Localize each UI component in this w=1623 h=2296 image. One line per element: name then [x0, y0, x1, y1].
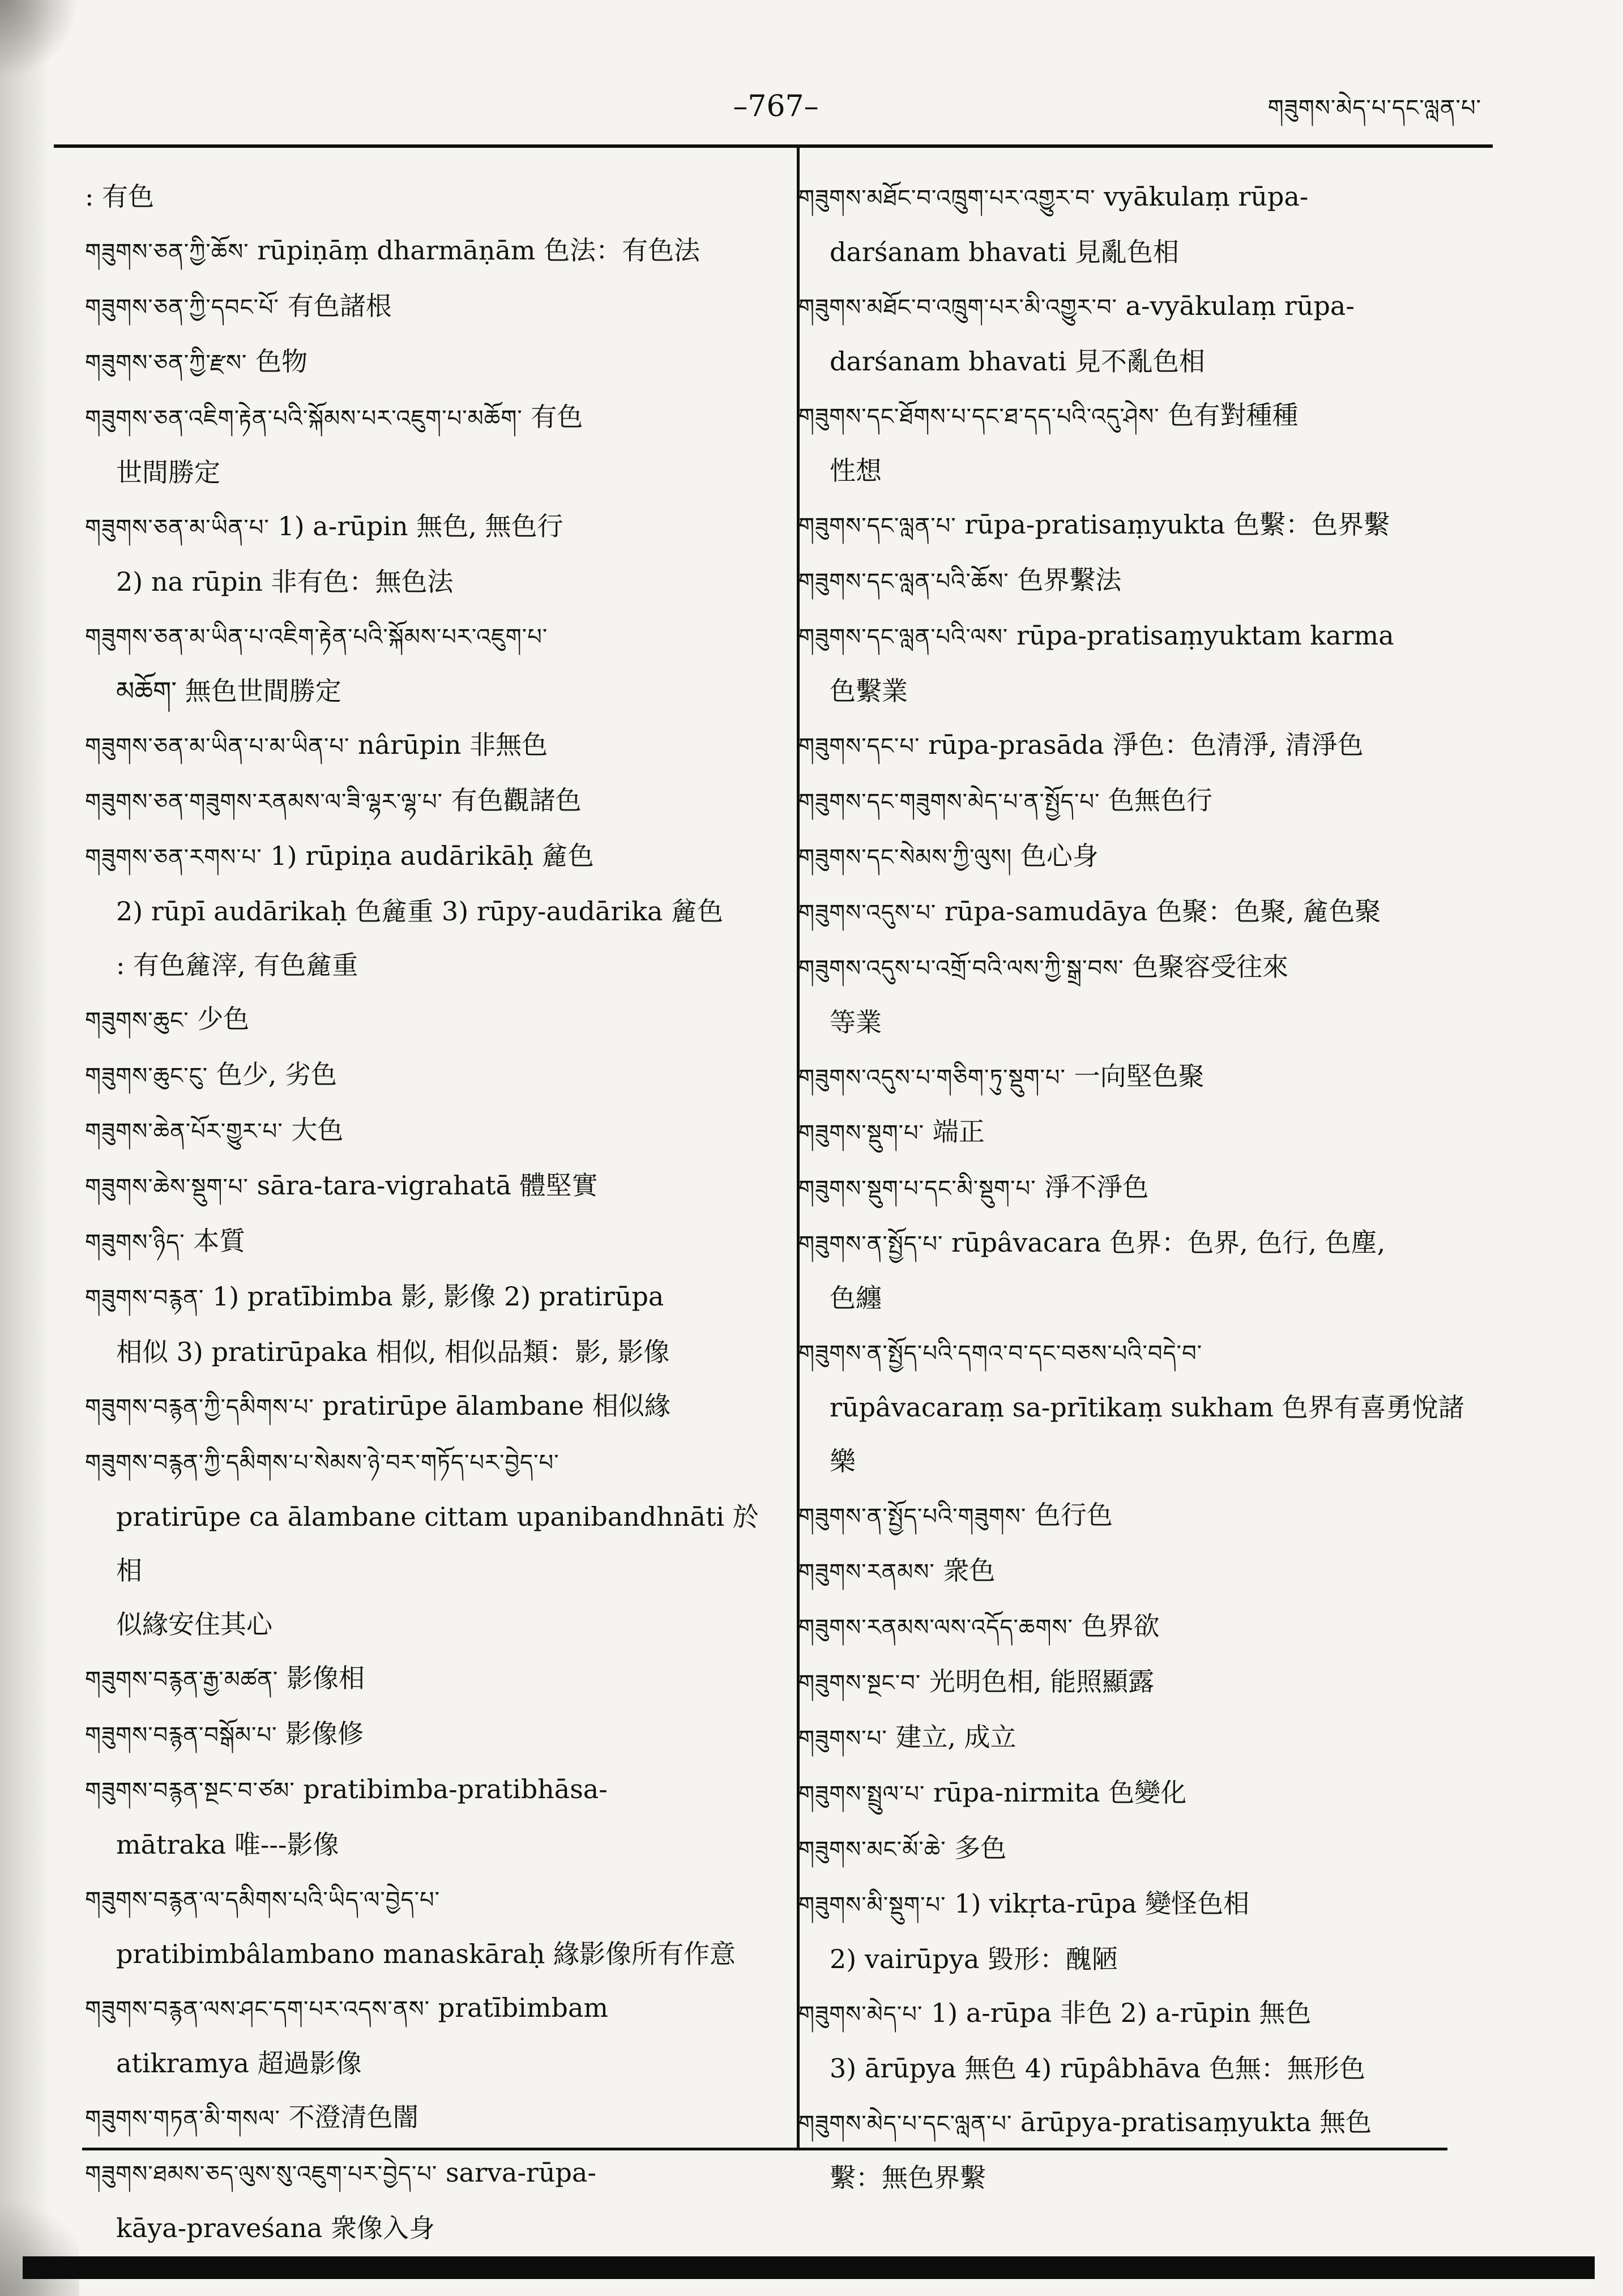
- entry-gloss: 色無色行: [1108, 785, 1212, 816]
- scan-bottom-bar: [23, 2256, 1595, 2279]
- dictionary-entry: [798, 1877, 1506, 1986]
- entry-headline: [798, 170, 1506, 225]
- dictionary-entry: [85, 1159, 776, 1214]
- tibetan-term: གཟུགས་བརྙན་: [85, 1285, 204, 1311]
- entry-continuation: rūpâvacaraṃ sa-prītikaṃ sukham 色界有喜勇悅諸: [830, 1392, 1464, 1423]
- tibetan-term: གཟུགས་སྡུག་པ་: [798, 1120, 925, 1146]
- entry-continuation: darśanam bhavati 見不亂色相: [830, 346, 1205, 377]
- dictionary-entry: [798, 1986, 1506, 2096]
- entry-continuation: 性想: [830, 455, 882, 486]
- dictionary-entry: [85, 992, 776, 1048]
- dictionary-entry: [85, 335, 776, 390]
- entry-gloss: 建立, 成立: [895, 1722, 1016, 1752]
- tibetan-term: གཟུགས་ཆུང་ངུ་: [85, 1063, 208, 1089]
- entry-headline: [798, 1877, 1506, 1932]
- entry-headline: [798, 1544, 1506, 1599]
- entry-headline: [85, 390, 776, 446]
- entry-continuation: མཆོག་ 無色世間勝定: [116, 676, 341, 706]
- entry-continuation: 2) rūpī audārikaḥ 色麄重 3) rūpy-audārika 麄色: [116, 896, 723, 927]
- entry-headline: [85, 1435, 776, 1490]
- entry-gloss: 大色: [291, 1115, 344, 1145]
- entry-headline: [85, 718, 776, 774]
- dictionary-entry: [85, 224, 776, 279]
- entry-continuation: 似緣安住其心: [116, 1609, 272, 1640]
- entry-gloss: rūpa-pratisaṃyuktam karma: [1016, 620, 1394, 651]
- tibetan-term: གཟུགས་སྡུག་པ་དང་མི་སྡུག་པ་: [798, 1176, 1036, 1202]
- entry-gloss: 1) vikṛta-rūpa 變怪色相: [954, 1888, 1250, 1919]
- tibetan-term: གཟུགས་བརྙན་རྒྱ་མཚན་: [85, 1667, 279, 1693]
- entry-headline: [798, 1160, 1506, 1216]
- tibetan-term: གཟུགས་ཆེས་སྡུག་པ་: [85, 1174, 249, 1200]
- entry-gloss: rūpa-samudāya 色聚：色聚, 麄色聚: [944, 896, 1381, 927]
- dictionary-entry: [798, 1049, 1506, 1105]
- tibetan-term: གཟུགས་བརྙན་ལས་ཤང་དག་པར་འདས་ནས་: [85, 1996, 430, 2022]
- entry-gloss: rūpâvacara 色界：色界, 色行, 色塵,: [951, 1227, 1386, 1258]
- entry-gloss: 色界繫法: [1017, 565, 1122, 595]
- tibetan-term: གཟུགས་ན་སྤྱོད་པའི་དགའ་བ་དང་བཅས་པའི་བདེ་བ་: [798, 1341, 1203, 1367]
- tibetan-term: གཟུགས་མཐོང་བ་འཁྲུག་པར་འགྱུར་བ་: [798, 185, 1096, 211]
- entry-headline: [798, 1105, 1506, 1160]
- entry-gloss: 光明色相, 能照顯露: [929, 1666, 1155, 1697]
- entry-headline: [85, 1981, 776, 2037]
- running-header: གཟུགས་མེད་པ་དང་ལླན་པ་: [1267, 95, 1481, 121]
- entry-headline: [85, 279, 776, 335]
- entry-headline: [85, 170, 776, 224]
- entry-headline: [798, 1821, 1506, 1877]
- dictionary-entry: [85, 1270, 776, 1379]
- tibetan-term: གཟུགས་ཅན་གཟུགས་རནམས་ལ་ཟི་ལྷར་ལྷ་པ་: [85, 789, 443, 815]
- dictionary-entry: [798, 1544, 1506, 1599]
- tibetan-term: གཟུགས་འདུས་པ་འགྲོ་བའི་ལས་ཀྱི་སྒྲ་བས་: [798, 955, 1124, 981]
- dictionary-entry: [85, 279, 776, 335]
- tibetan-term: གཟུགས་དང་ལླན་པའི་ལས་: [798, 624, 1009, 650]
- tibetan-term: གཟུགས་ཅན་འཇིག་རྟེན་པའི་སྐོམས་པར་འཇུག་པ་མཆོག་: [85, 406, 523, 432]
- dictionary-entry: [85, 1762, 776, 1872]
- entry-headline: [798, 829, 1506, 885]
- tibetan-term: གཟུགས་ཐམས་ཅད་ལུས་སུ་འཇུག་པར་བྱེད་པ་: [85, 2161, 438, 2187]
- entry-gloss: rūpa-prasāda 淨色：色清淨, 清淨色: [928, 729, 1364, 760]
- page-number: –767–: [733, 89, 819, 123]
- tibetan-term: གཟུགས་འདུས་པ་གཅིག་ཏུ་སྡུག་པ་: [798, 1065, 1066, 1091]
- tibetan-term: གཟུགས་མཐོང་བ་འཁྲུག་པར་མི་འགྱུར་བ་: [798, 295, 1117, 321]
- entry-continuation: 世間勝定: [116, 457, 220, 488]
- tibetan-term: གཟུགས་དང་སེམས་ཀྱི་ལུས།: [798, 844, 1013, 870]
- entry-headline: [85, 1707, 776, 1762]
- entry-continuation: 2) vairūpya 毀形：醜陋: [830, 1944, 1118, 1974]
- entry-gloss: pratībimbam: [438, 1992, 608, 2023]
- tibetan-term: གཟུགས་ཅན་མ་ཡིན་པ་: [85, 515, 270, 541]
- entry-gloss: 衆色: [943, 1555, 996, 1586]
- entry-gloss: 影像相: [286, 1663, 365, 1693]
- entry-gloss: 有色諸根: [287, 291, 392, 321]
- tibetan-term: གཟུགས་བརྙན་ལ་དམིགས་པའི་ཡིད་ལ་བྱེད་པ་: [85, 1887, 441, 1913]
- entry-headline: [85, 1214, 776, 1270]
- entry-headline: [798, 1599, 1506, 1655]
- dictionary-entry: [85, 829, 776, 992]
- entry-headline: [85, 335, 776, 390]
- entry-gloss: : 有色: [85, 181, 155, 212]
- entry-gloss: 1) rūpiṇa audārikāḥ 麄色: [270, 840, 594, 871]
- entry-headline: [798, 553, 1506, 609]
- entry-continuation: darśanam bhavati 見亂色相: [830, 237, 1179, 267]
- entry-headline: [798, 940, 1506, 996]
- entry-headline: [85, 500, 776, 555]
- entry-headline: [798, 1488, 1506, 1544]
- entry-headline: [798, 1710, 1506, 1766]
- dictionary-entry: [85, 1379, 776, 1435]
- dictionary-entry: [798, 1325, 1506, 1488]
- entry-headline: [798, 885, 1506, 940]
- entry-gloss: 不澄清色闇: [288, 2102, 419, 2132]
- dictionary-entry: [798, 1766, 1506, 1821]
- scan-shadow: [0, 0, 51, 2296]
- entry-headline: [798, 1049, 1506, 1105]
- dictionary-entry: [85, 1651, 776, 1707]
- tibetan-term: གཟུགས་ཅན་ཀྱི་དབང་པོ་: [85, 295, 280, 321]
- entry-continuation: 繫：無色界繫: [830, 2162, 986, 2193]
- tibetan-term: གཟུགས་ཅན་ཀྱི་ཆོས་: [85, 239, 249, 265]
- entry-gloss: 淨不淨色: [1044, 1172, 1149, 1202]
- dictionary-entry: [85, 2090, 776, 2146]
- tibetan-term: གཟུགས་དང་ལླན་པའི་ཆོས་: [798, 569, 1009, 595]
- entry-headline: [85, 829, 776, 885]
- entry-gloss: 色行色: [1034, 1500, 1113, 1530]
- entry-continuation: mātraka 唯---影像: [116, 1829, 339, 1860]
- tibetan-term: གཟུགས་གཏན་མི་གསལ་: [85, 2106, 280, 2132]
- entry-gloss: 1) pratībimba 影, 影像 2) pratirūpa: [212, 1281, 664, 1312]
- tibetan-term: གཟུགས་པ་: [798, 1726, 887, 1752]
- tibetan-term: གཟུགས་དང་ཐོགས་པ་དང་ཐ་དད་པའི་འདུ་ཤེས་: [798, 404, 1160, 430]
- dictionary-entry: [85, 170, 776, 224]
- tibetan-term: གཟུགས་ཆེན་པོར་གྱུར་པ་: [85, 1119, 283, 1145]
- dictionary-entry: [798, 1105, 1506, 1160]
- tibetan-term: གཟུགས་བརྙན་ཀྱི་དམིགས་པ་སེམས་ཉེ་བར་གཏོད་པར་བྱེད་པ་: [85, 1450, 559, 1476]
- dictionary-entry: [798, 940, 1506, 1049]
- dictionary-entry: [798, 1655, 1506, 1710]
- dictionary-entry: [85, 1981, 776, 2090]
- entry-gloss: rūpa-nirmita 色變化: [933, 1777, 1187, 1808]
- entry-gloss: 有色: [531, 402, 583, 432]
- entry-headline: [85, 1762, 776, 1818]
- entry-gloss: 色心身: [1020, 840, 1099, 871]
- entry-headline: [85, 224, 776, 279]
- tibetan-term: གཟུགས་བརྙན་ཀྱི་དམིགས་པ་: [85, 1394, 314, 1420]
- dictionary-entry: [798, 1599, 1506, 1655]
- entry-gloss: rūpiṇāṃ dharmāṇām 色法：有色法: [257, 235, 701, 266]
- dictionary-entry: [85, 1048, 776, 1103]
- dictionary-entry: [798, 1160, 1506, 1216]
- entry-headline: [85, 1048, 776, 1103]
- dictionary-entry: [798, 553, 1506, 609]
- entry-headline: [85, 609, 776, 664]
- dictionary-entry: [798, 1821, 1506, 1877]
- dictionary-entry: [85, 390, 776, 500]
- entry-gloss: ārūpya-pratisaṃyukta 無色: [1020, 2107, 1372, 2137]
- tibetan-term: གཟུགས་དང་ལླན་པ་: [798, 513, 956, 539]
- entry-gloss: 1) a-rūpin 無色, 無色行: [277, 511, 563, 541]
- dictionary-entry: [798, 609, 1506, 718]
- dictionary-entry: [798, 170, 1506, 279]
- entry-continuation: : 有色麄滓, 有色麄重: [116, 950, 358, 980]
- tibetan-term: གཟུགས་མེད་པ་: [798, 2001, 923, 2028]
- dictionary-entry: [85, 1214, 776, 1270]
- entry-headline: [85, 1651, 776, 1707]
- dictionary-entry: [798, 389, 1506, 498]
- entry-gloss: 色物: [255, 346, 308, 377]
- tibetan-term: གཟུགས་དང་གཟུགས་མེད་པ་ན་སྤྱོད་པ་: [798, 789, 1100, 815]
- entry-gloss: 一向堅色聚: [1074, 1061, 1205, 1091]
- tibetan-term: གཟུགས་མང་མོ་ཆེ་: [798, 1837, 946, 1863]
- entry-gloss: 色有對種種: [1168, 400, 1299, 430]
- tibetan-term: གཟུགས་ཆུང་: [85, 1008, 189, 1034]
- entry-continuation: 3) ārūpya 無色 4) rūpâbhāva 色無：無形色: [830, 2053, 1365, 2084]
- entry-headline: [798, 774, 1506, 829]
- entry-headline: [85, 1270, 776, 1325]
- tibetan-term: གཟུགས་ཅན་ཀྱི་རྫས་: [85, 350, 247, 376]
- entry-headline: [85, 1379, 776, 1435]
- left-column: [85, 170, 776, 2255]
- entry-gloss: sāra-tara-vigrahatā 體堅實: [257, 1170, 598, 1201]
- entry-gloss: 端正: [932, 1116, 985, 1147]
- dictionary-entry: [798, 1710, 1506, 1766]
- tibetan-term: གཟུགས་ན་སྤྱོད་པའི་གཟུགས་: [798, 1504, 1027, 1530]
- entry-continuation: 2) na rūpin 非有色：無色法: [116, 566, 454, 597]
- entry-gloss: vyākulaṃ rūpa-: [1104, 181, 1309, 212]
- dictionary-entry: [85, 774, 776, 829]
- tibetan-term: གཟུགས་རནམས་: [798, 1559, 935, 1585]
- dictionary-entry: [85, 1435, 776, 1651]
- entry-headline: [798, 389, 1506, 444]
- entry-headline: [798, 1655, 1506, 1710]
- tibetan-term: གཟུགས་ཅན་མ་ཡིན་པ་འཇིག་རྟེན་པའི་སྐོམས་པར་འཇུག་པ་: [85, 624, 548, 650]
- entry-gloss: 色少, 劣色: [216, 1059, 337, 1090]
- dictionary-entry: [798, 829, 1506, 885]
- entry-headline: [798, 1986, 1506, 2042]
- footer-rule: [82, 2148, 1447, 2150]
- entry-headline: [798, 279, 1506, 335]
- entry-continuation: 等業: [830, 1007, 882, 1038]
- dictionary-entry: [798, 1488, 1506, 1544]
- entry-headline: [798, 498, 1506, 553]
- entry-gloss: 色聚容受往來: [1132, 951, 1289, 982]
- entry-headline: [85, 774, 776, 829]
- entry-continuation: 色繫業: [830, 676, 908, 706]
- tibetan-term: གཟུགས་བརྙན་སྔང་བ་ཙམ་: [85, 1778, 295, 1804]
- entry-headline: [798, 1216, 1506, 1271]
- entry-headline: [85, 992, 776, 1048]
- entry-gloss: 多色: [954, 1833, 1007, 1863]
- entry-continuation: 色纏: [830, 1283, 882, 1313]
- dictionary-entry: [798, 279, 1506, 389]
- tibetan-term: གཟུགས་འདུས་པ་: [798, 900, 937, 926]
- entry-gloss: rūpa-pratisaṃyukta 色繫：色界繫: [964, 509, 1390, 540]
- entry-continuation: 樂: [830, 1446, 856, 1476]
- tibetan-term: གཟུགས་ཅན་མ་ཡིན་པ་མ་ཡིན་པ་: [85, 733, 350, 759]
- entry-gloss: sarva-rūpa-: [445, 2157, 596, 2188]
- dictionary-entry: [798, 885, 1506, 940]
- entry-continuation: atikramya 超過影像: [116, 2048, 362, 2079]
- entry-continuation: 相似 3) pratirūpaka 相似, 相似品類：影, 影像: [116, 1337, 670, 1367]
- tibetan-term: གཟུགས་ཉིད་: [85, 1230, 185, 1256]
- tibetan-term: གཟུགས་སྤྲུལ་པ་: [798, 1781, 925, 1807]
- dictionary-entry: [798, 1216, 1506, 1325]
- scan-corner-top: [0, 0, 79, 79]
- entry-gloss: pratirūpe ālambane 相似緣: [322, 1390, 670, 1421]
- entry-gloss: nârūpin 非無色: [358, 729, 548, 760]
- tibetan-term: གཟུགས་སྔང་བ་: [798, 1670, 921, 1696]
- entry-gloss: 1) a-rūpa 非色 2) a-rūpin 無色: [931, 1998, 1312, 2028]
- tibetan-term: གཟུགས་ན་སྤྱོད་པ་: [798, 1231, 943, 1257]
- right-column: [798, 170, 1506, 2205]
- dictionary-entry: [798, 774, 1506, 829]
- tibetan-term: གཟུགས་བརྙན་བསྒོམ་པ་: [85, 1722, 277, 1748]
- entry-headline: [798, 609, 1506, 664]
- entry-continuation: kāya-praveśana 衆像入身: [116, 2213, 435, 2243]
- entry-headline: [85, 1103, 776, 1159]
- entry-gloss: 本質: [193, 1226, 246, 1256]
- dictionary-entry: [798, 498, 1506, 553]
- entry-headline: [798, 1325, 1506, 1381]
- scan-corner-bottom: [0, 2183, 79, 2296]
- dictionary-entry: [85, 1103, 776, 1159]
- entry-headline: [798, 718, 1506, 774]
- dictionary-entry: [798, 718, 1506, 774]
- tibetan-term: གཟུགས་ཅན་རགས་པ་: [85, 844, 262, 870]
- entry-gloss: 色界欲: [1081, 1611, 1160, 1641]
- dictionary-entry: [85, 718, 776, 774]
- tibetan-term: གཟུགས་མེད་པ་དང་ལླན་པ་: [798, 2111, 1013, 2137]
- header-rule: [54, 144, 1493, 148]
- entry-headline: [85, 1872, 776, 1927]
- entry-headline: [85, 2090, 776, 2146]
- entry-gloss: pratibimba-pratibhāsa-: [303, 1774, 608, 1804]
- entry-continuation: pratirūpe ca ālambane cittam upanibandhnāti 於相: [116, 1501, 759, 1586]
- tibetan-term: གཟུགས་མི་སྡུག་པ་: [798, 1892, 946, 1918]
- dictionary-entry: [85, 500, 776, 609]
- entry-gloss: 影像修: [285, 1718, 364, 1749]
- entry-gloss: a-vyākulaṃ rūpa-: [1125, 291, 1355, 321]
- dictionary-entry: [85, 2146, 776, 2255]
- tibetan-term: གཟུགས་དང་པ་: [798, 733, 920, 759]
- dictionary-entry: [85, 1707, 776, 1762]
- entry-headline: [798, 2096, 1506, 2151]
- entry-continuation: pratibimbâlambano manaskāraḥ 緣影像所有作意: [116, 1939, 736, 1969]
- entry-headline: [85, 1159, 776, 1214]
- entry-gloss: 少色: [197, 1004, 250, 1034]
- entry-gloss: 有色觀諸色: [451, 785, 582, 816]
- entry-headline: [85, 2146, 776, 2201]
- entry-headline: [798, 1766, 1506, 1821]
- dictionary-entry: [85, 1872, 776, 1981]
- dictionary-entry: [85, 609, 776, 718]
- tibetan-term: གཟུགས་རནམས་ལས་འདོད་ཆགས་: [798, 1615, 1073, 1641]
